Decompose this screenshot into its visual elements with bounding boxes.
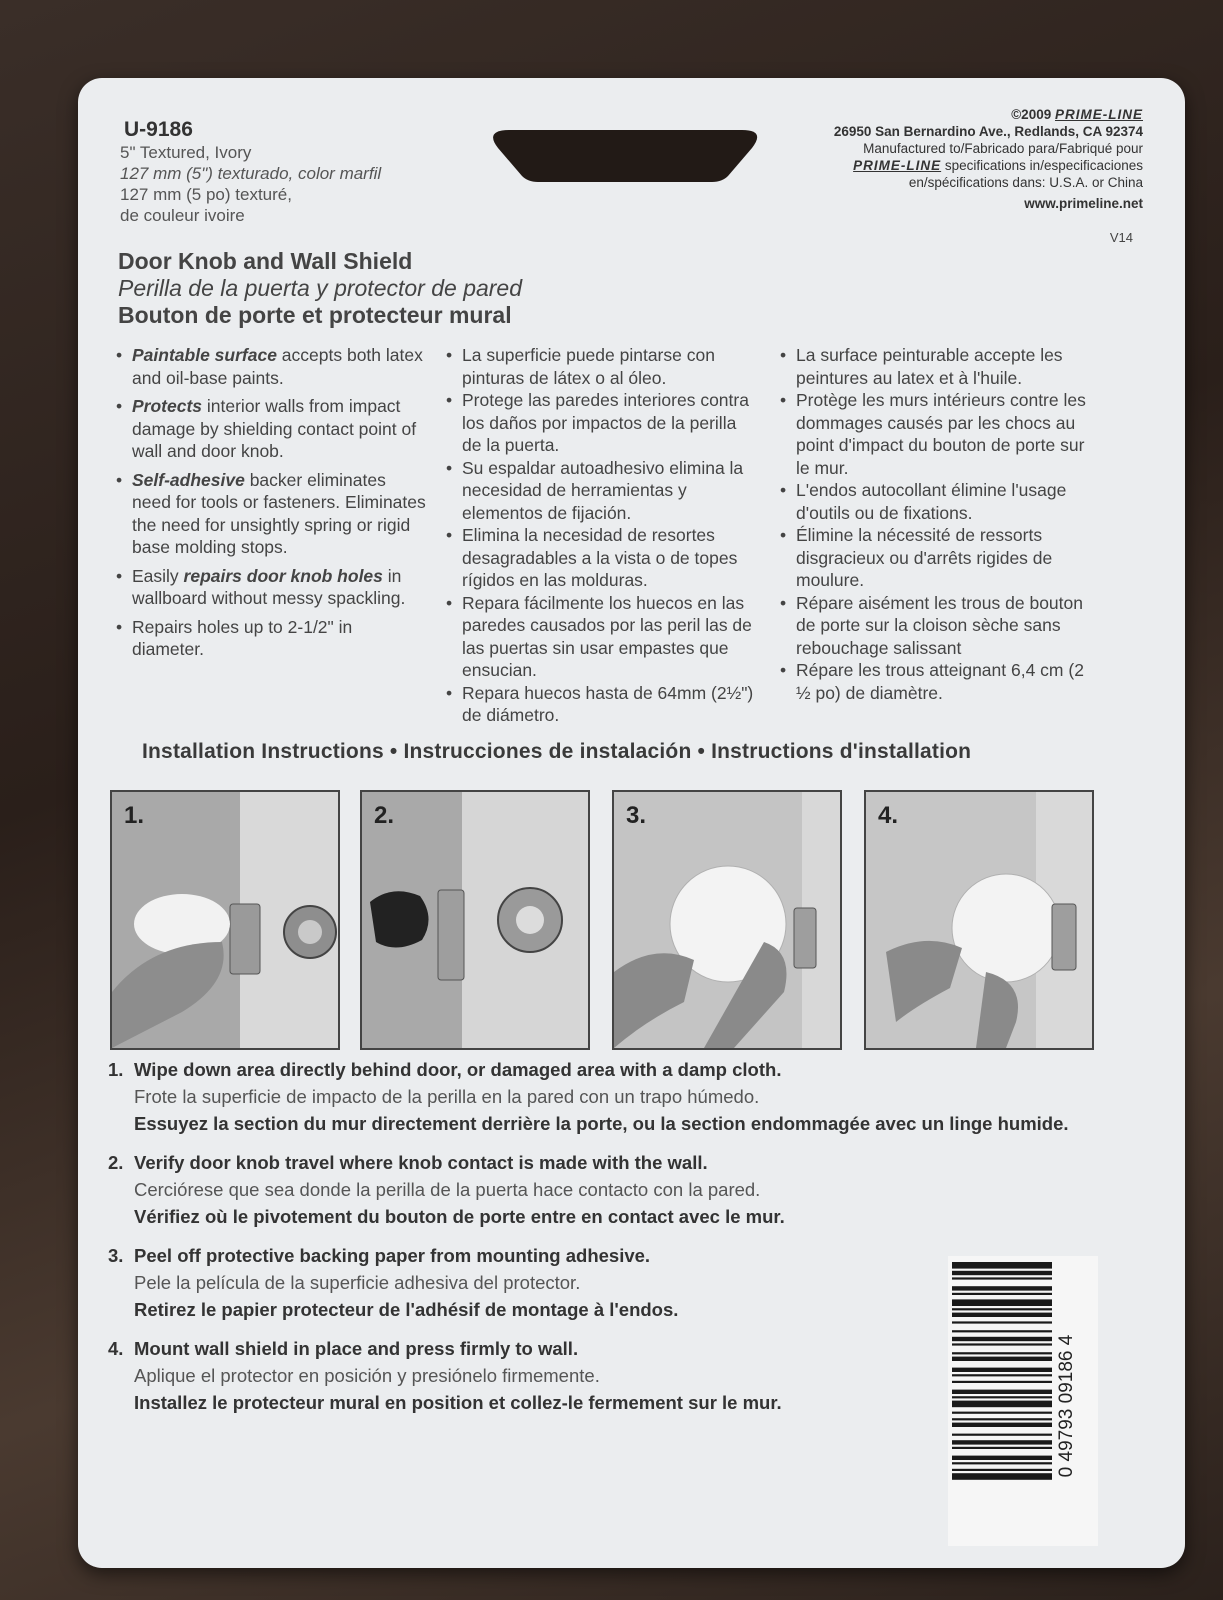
feature-item: • Protège les murs intérieurs contre les dommages causés par les chocs au point d'impact du bouton de porte sur le mur. [780, 389, 1090, 479]
feature-item: • Su espaldar autoadhesivo elimina la necesidad de herramientas y elementos de fijación. [446, 457, 756, 525]
barcode-bar [952, 1390, 1052, 1394]
product-card [78, 78, 1185, 1568]
step-2: 2. Verify door knob travel where knob contact is made with the wall. Cerciórese que sea donde la perilla de la puerta hace contacto con la pared. Vérifiez où le pivotement du bouton de porte entre en contact avec le mur. [108, 1152, 785, 1227]
barcode-bar [952, 1368, 1052, 1372]
website: www.primeline.net [1024, 196, 1143, 211]
barcode-bar [952, 1308, 1052, 1310]
barcode-bar [952, 1418, 1052, 1420]
address: 26950 San Bernardino Ave., Redlands, CA 92374 [833, 124, 1143, 139]
title-fr: Bouton de porte et protecteur mural [118, 302, 512, 328]
features-fr [780, 344, 1090, 704]
photo-number: 1. [124, 802, 145, 829]
version-code: V14 [1109, 230, 1133, 245]
barcode-bar [952, 1299, 1052, 1306]
photo-mount-shield [866, 792, 1092, 1048]
step-4: 4. Mount wall shield in place and press firmly to wall. Aplique el protector en posición y presiónelo firmemente. Installez le protecteur mural en position et collez-le fermement sur le mur. [108, 1338, 782, 1413]
feature-item: • La surface peinturable accepte les peintures au latex et à l'huile. [780, 344, 1090, 389]
barcode-bar [952, 1343, 1052, 1345]
barcode-bar [952, 1447, 1052, 1449]
feature-item: • Repara huecos hasta de 64mm (2½") de diámetro. [446, 682, 756, 727]
barcode-bar [952, 1440, 1052, 1444]
barcode-bar [952, 1321, 1052, 1323]
features-es [446, 344, 756, 727]
barcode-bar [952, 1352, 1052, 1354]
feature-item: • Répare les trous atteignant 6,4 cm (2 ½ po) de diamètre. [780, 659, 1090, 704]
barcode-bar [952, 1330, 1052, 1332]
photo-number: 4. [878, 802, 899, 829]
barcode-bar [952, 1277, 1052, 1279]
feature-item: • Repairs holes up to 2-1/2" in diameter. [116, 616, 426, 661]
barcode-bar [952, 1337, 1052, 1341]
photo-door-knob [362, 792, 588, 1048]
barcode-bar [952, 1396, 1052, 1398]
sku: U-9186 [124, 118, 193, 141]
barcode-bar [952, 1357, 1052, 1361]
barcode [948, 1256, 1098, 1546]
barcode-bar [952, 1293, 1052, 1295]
step-photo-2 [360, 790, 590, 1050]
photo-number: 2. [374, 802, 395, 829]
step-3: 3. Peel off protective backing paper from mounting adhesive. Pele la película de la superficie adhesiva del protector. Retirez le papier protecteur de l'adhésif de montage à l'endos. [108, 1245, 679, 1320]
feature-item: • La superficie puede pintarse con pinturas de látex o al óleo. [446, 344, 756, 389]
title-es: Perilla de la puerta y protector de pared [118, 275, 523, 301]
barcode-bar [952, 1462, 1052, 1464]
step-photo-3 [612, 790, 842, 1050]
photo-peel-backing [614, 792, 840, 1048]
step-photo-4 [864, 790, 1094, 1050]
barcode-bar [952, 1473, 1052, 1480]
barcode-bar [952, 1313, 1052, 1317]
barcode-bar [952, 1374, 1052, 1376]
barcode-bar [952, 1381, 1052, 1383]
installation-heading: Installation Instructions • Instrucciones de instalación • Instructions d'installation [142, 740, 972, 763]
feature-item: • Protege las paredes interiores contra los daños por impactos de la perilla de la puerta. [446, 389, 756, 457]
barcode-bar [952, 1469, 1052, 1471]
barcode-bar [952, 1271, 1052, 1275]
barcode-bar [952, 1286, 1052, 1290]
barcode-bar [952, 1423, 1052, 1427]
feature-item: • Self-adhesive backer eliminates need for tools or fasteners. Eliminates the need for unsightly spring or rigid base molding stops. [116, 469, 426, 559]
barcode-digits: 0 49793 09186 4 [1056, 1334, 1077, 1478]
features-en [116, 344, 426, 667]
feature-item: • L'endos autocollant élimine l'usage d'outils ou de fixations. [780, 479, 1090, 524]
photo-number: 3. [626, 802, 647, 829]
feature-item: • Easily repairs door knob holes in wallboard without messy spackling. [116, 565, 426, 610]
feature-item: • Repara fácilmente los huecos en las paredes causados por las peril las de las puertas sin usar empastes que ensucian. [446, 592, 756, 682]
product-sub-lines: 5" Textured, Ivory 127 mm (5") texturado, color marfil 127 mm (5 po) texturé, de couleur ivoire [120, 143, 382, 225]
manufacturer-info: ©2009 PRIME-LINE 26950 San Bernardino Ave., Redlands, CA 92374 Manufactured to/Fabricado para/Fabriqué pour PRIME-LINE specifications in/especificaciones en/spécifications dans: U.S.A. or China www.primeline.net [723, 106, 1143, 212]
barcode-bar [952, 1434, 1052, 1436]
title-en: Door Knob and Wall Shield [118, 248, 413, 274]
feature-item: • Protects interior walls from impact damage by shielding contact point of wall and door knob. [116, 395, 426, 463]
step-photo-1 [110, 790, 340, 1050]
barcode-bar [952, 1262, 1052, 1269]
feature-item: • Élimine la nécessité de ressorts disgracieux ou d'arrêts rigides de moulure. [780, 524, 1090, 592]
step-1: 1. Wipe down area directly behind door, or damaged area with a damp cloth. Frote la superficie de impacto de la perilla en la pared con un trapo húmedo. Essuyez la section du mur directement derrière la porte, ou la section endommagée avec un linge humide. [108, 1059, 1069, 1134]
feature-item: • Répare aisément les trous de bouton de porte sur la cloison sèche sans rebouchage salissant [780, 592, 1090, 660]
feature-item: • Elimina la necesidad de resortes desagradables a la vista o de topes rígidos en las molduras. [446, 524, 756, 592]
feature-item: • Paintable surface accepts both latex and oil-base paints. [116, 344, 426, 389]
barcode-bar [952, 1412, 1052, 1414]
barcode-bar [952, 1401, 1052, 1408]
product-titles [118, 248, 522, 329]
photo-wipe-wall [112, 792, 338, 1048]
barcode-bar [952, 1456, 1052, 1460]
brand-logo: PRIME-LINE [1054, 107, 1143, 122]
